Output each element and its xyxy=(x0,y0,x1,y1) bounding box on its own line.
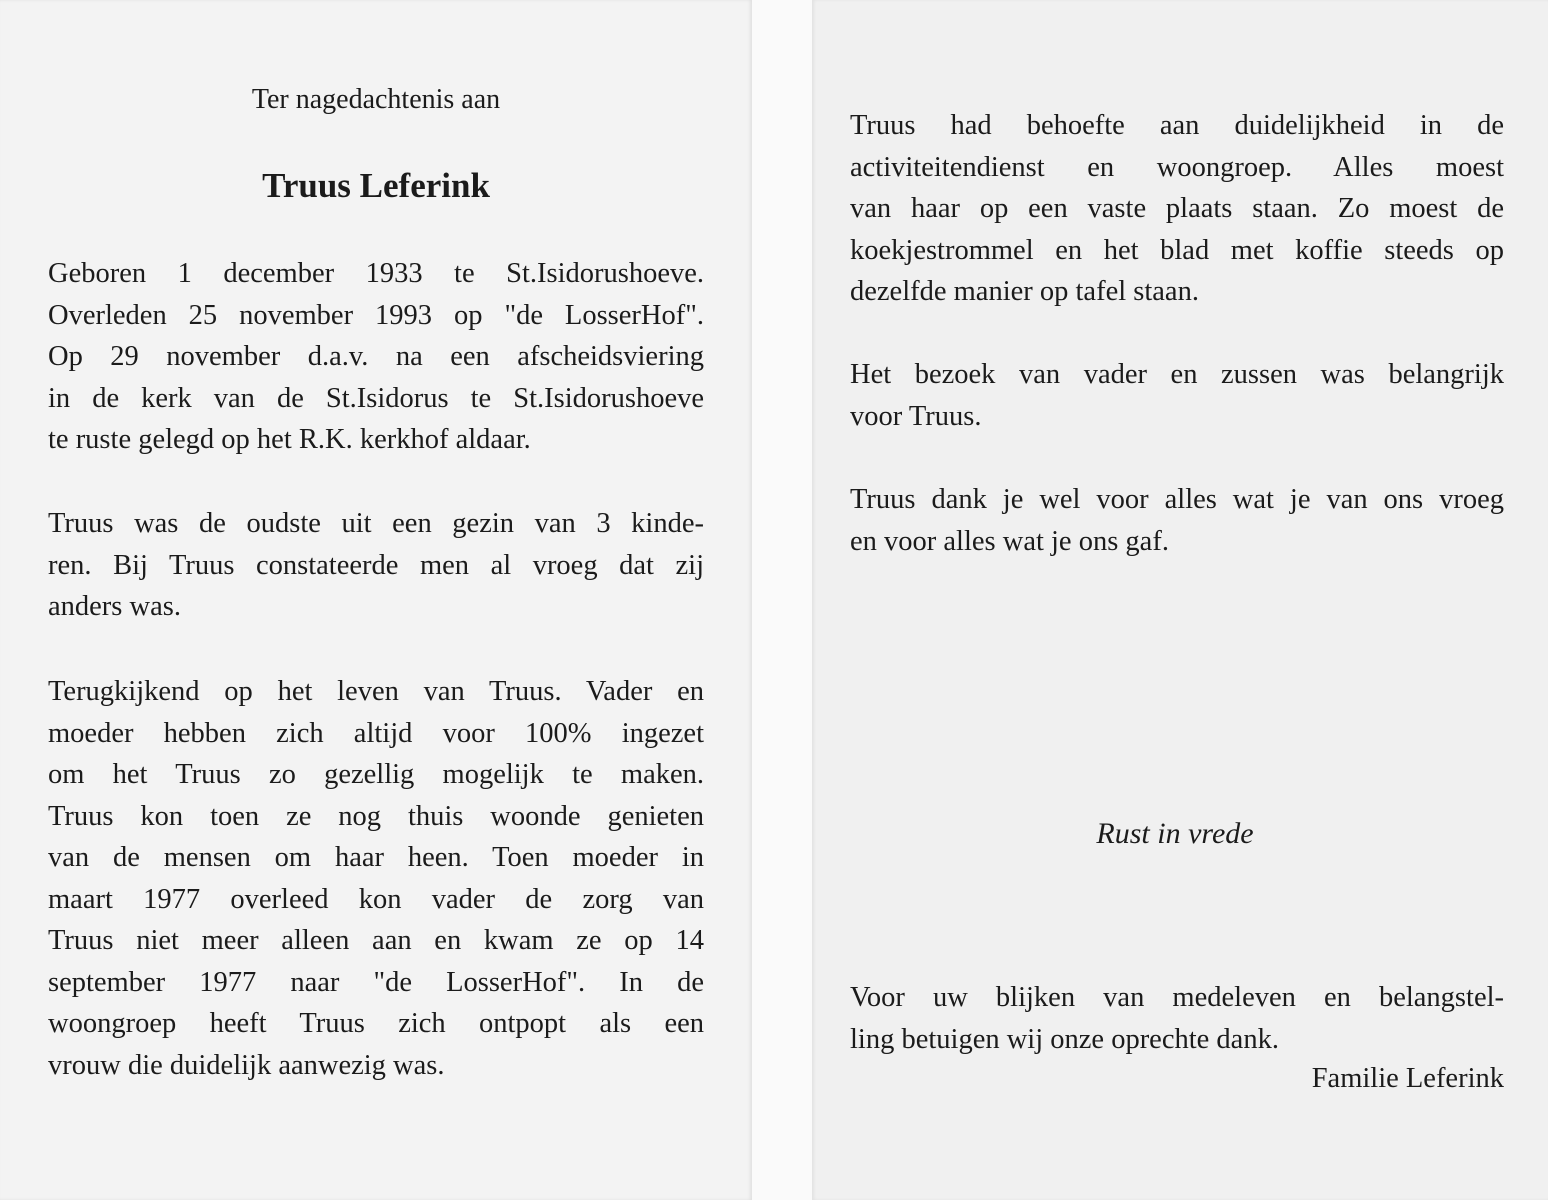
birth-death-paragraph xyxy=(48,253,704,461)
text-line: Truus had behoefte aan duidelijkheid in de xyxy=(850,110,1504,141)
text-line: Truus was de oudste uit een gezin van 3 kinde- xyxy=(48,508,704,539)
text-line: koekjestrommel en het blad met koffie steeds op xyxy=(850,234,1504,266)
gratitude-paragraph xyxy=(850,479,1504,562)
text-line: woongroep heeft Truus zich ontpopt als een xyxy=(48,1008,704,1039)
text-line: Truus niet meer alleen aan en kwam ze op 14 xyxy=(48,925,704,956)
text-line: ling betuigen wij onze oprechte dank. xyxy=(850,1023,1279,1055)
visits-paragraph xyxy=(850,354,1504,437)
text-line: activiteitendienst en woongroep. Alles moest xyxy=(850,151,1504,183)
family-paragraph xyxy=(48,503,704,628)
text-line: Op 29 november d.a.v. na een afscheidsviering xyxy=(48,341,704,372)
life-paragraph xyxy=(48,671,704,1086)
text-line: Voor uw blijken van medeleven en belangstel- xyxy=(850,982,1504,1013)
text-line: Terugkijkend op het leven van Truus. Vader en xyxy=(48,676,704,707)
text-line: ren. Bij Truus constateerde men al vroeg dat zij xyxy=(48,549,704,581)
text-line: van de mensen om haar heen. Toen moeder in xyxy=(48,842,704,873)
page-gutter xyxy=(752,0,812,1200)
clarity-paragraph xyxy=(850,105,1504,313)
text-line: te ruste gelegd op het R.K. kerkhof aldaar. xyxy=(48,424,531,455)
text-line: Geboren 1 december 1933 te St.Isidorushoeve. xyxy=(48,258,704,289)
thanks-paragraph xyxy=(850,977,1504,1060)
text-line: Truus dank je wel voor alles wat je van ons vroeg xyxy=(850,484,1504,515)
deceased-name: Truus Leferink xyxy=(262,166,490,205)
text-line: en voor alles wat je ons gaf. xyxy=(850,525,1169,557)
text-line: vrouw die duidelijk aanwezig was. xyxy=(48,1049,445,1081)
text-line: in de kerk van de St.Isidorus te St.Isidorushoeve xyxy=(48,382,704,414)
memorial-intro: Ter nagedachtenis aan xyxy=(251,84,501,115)
text-line: september 1977 naar "de LosserHof". In de xyxy=(48,966,704,998)
text-line: Het bezoek van vader en zussen was belangrijk xyxy=(850,359,1504,390)
text-line: anders was. xyxy=(48,591,181,622)
text-line: Truus kon toen ze nog thuis woonde genieten xyxy=(48,800,704,832)
text-line: dezelfde manier op tafel staan. xyxy=(850,276,1199,307)
text-line: Overleden 25 november 1993 op "de LosserHof". xyxy=(48,299,704,331)
family-signature: Familie Leferink xyxy=(1311,1063,1504,1094)
text-line: maart 1977 overleed kon vader de zorg van xyxy=(48,883,704,915)
rest-in-peace: Rust in vrede xyxy=(1096,817,1254,850)
text-line: voor Truus. xyxy=(850,400,982,432)
text-line: van haar op een vaste plaats staan. Zo moest de xyxy=(850,193,1504,224)
text-line: om het Truus zo gezellig mogelijk te maken. xyxy=(48,759,704,790)
text-line: moeder hebben zich altijd voor 100% ingezet xyxy=(48,717,704,749)
